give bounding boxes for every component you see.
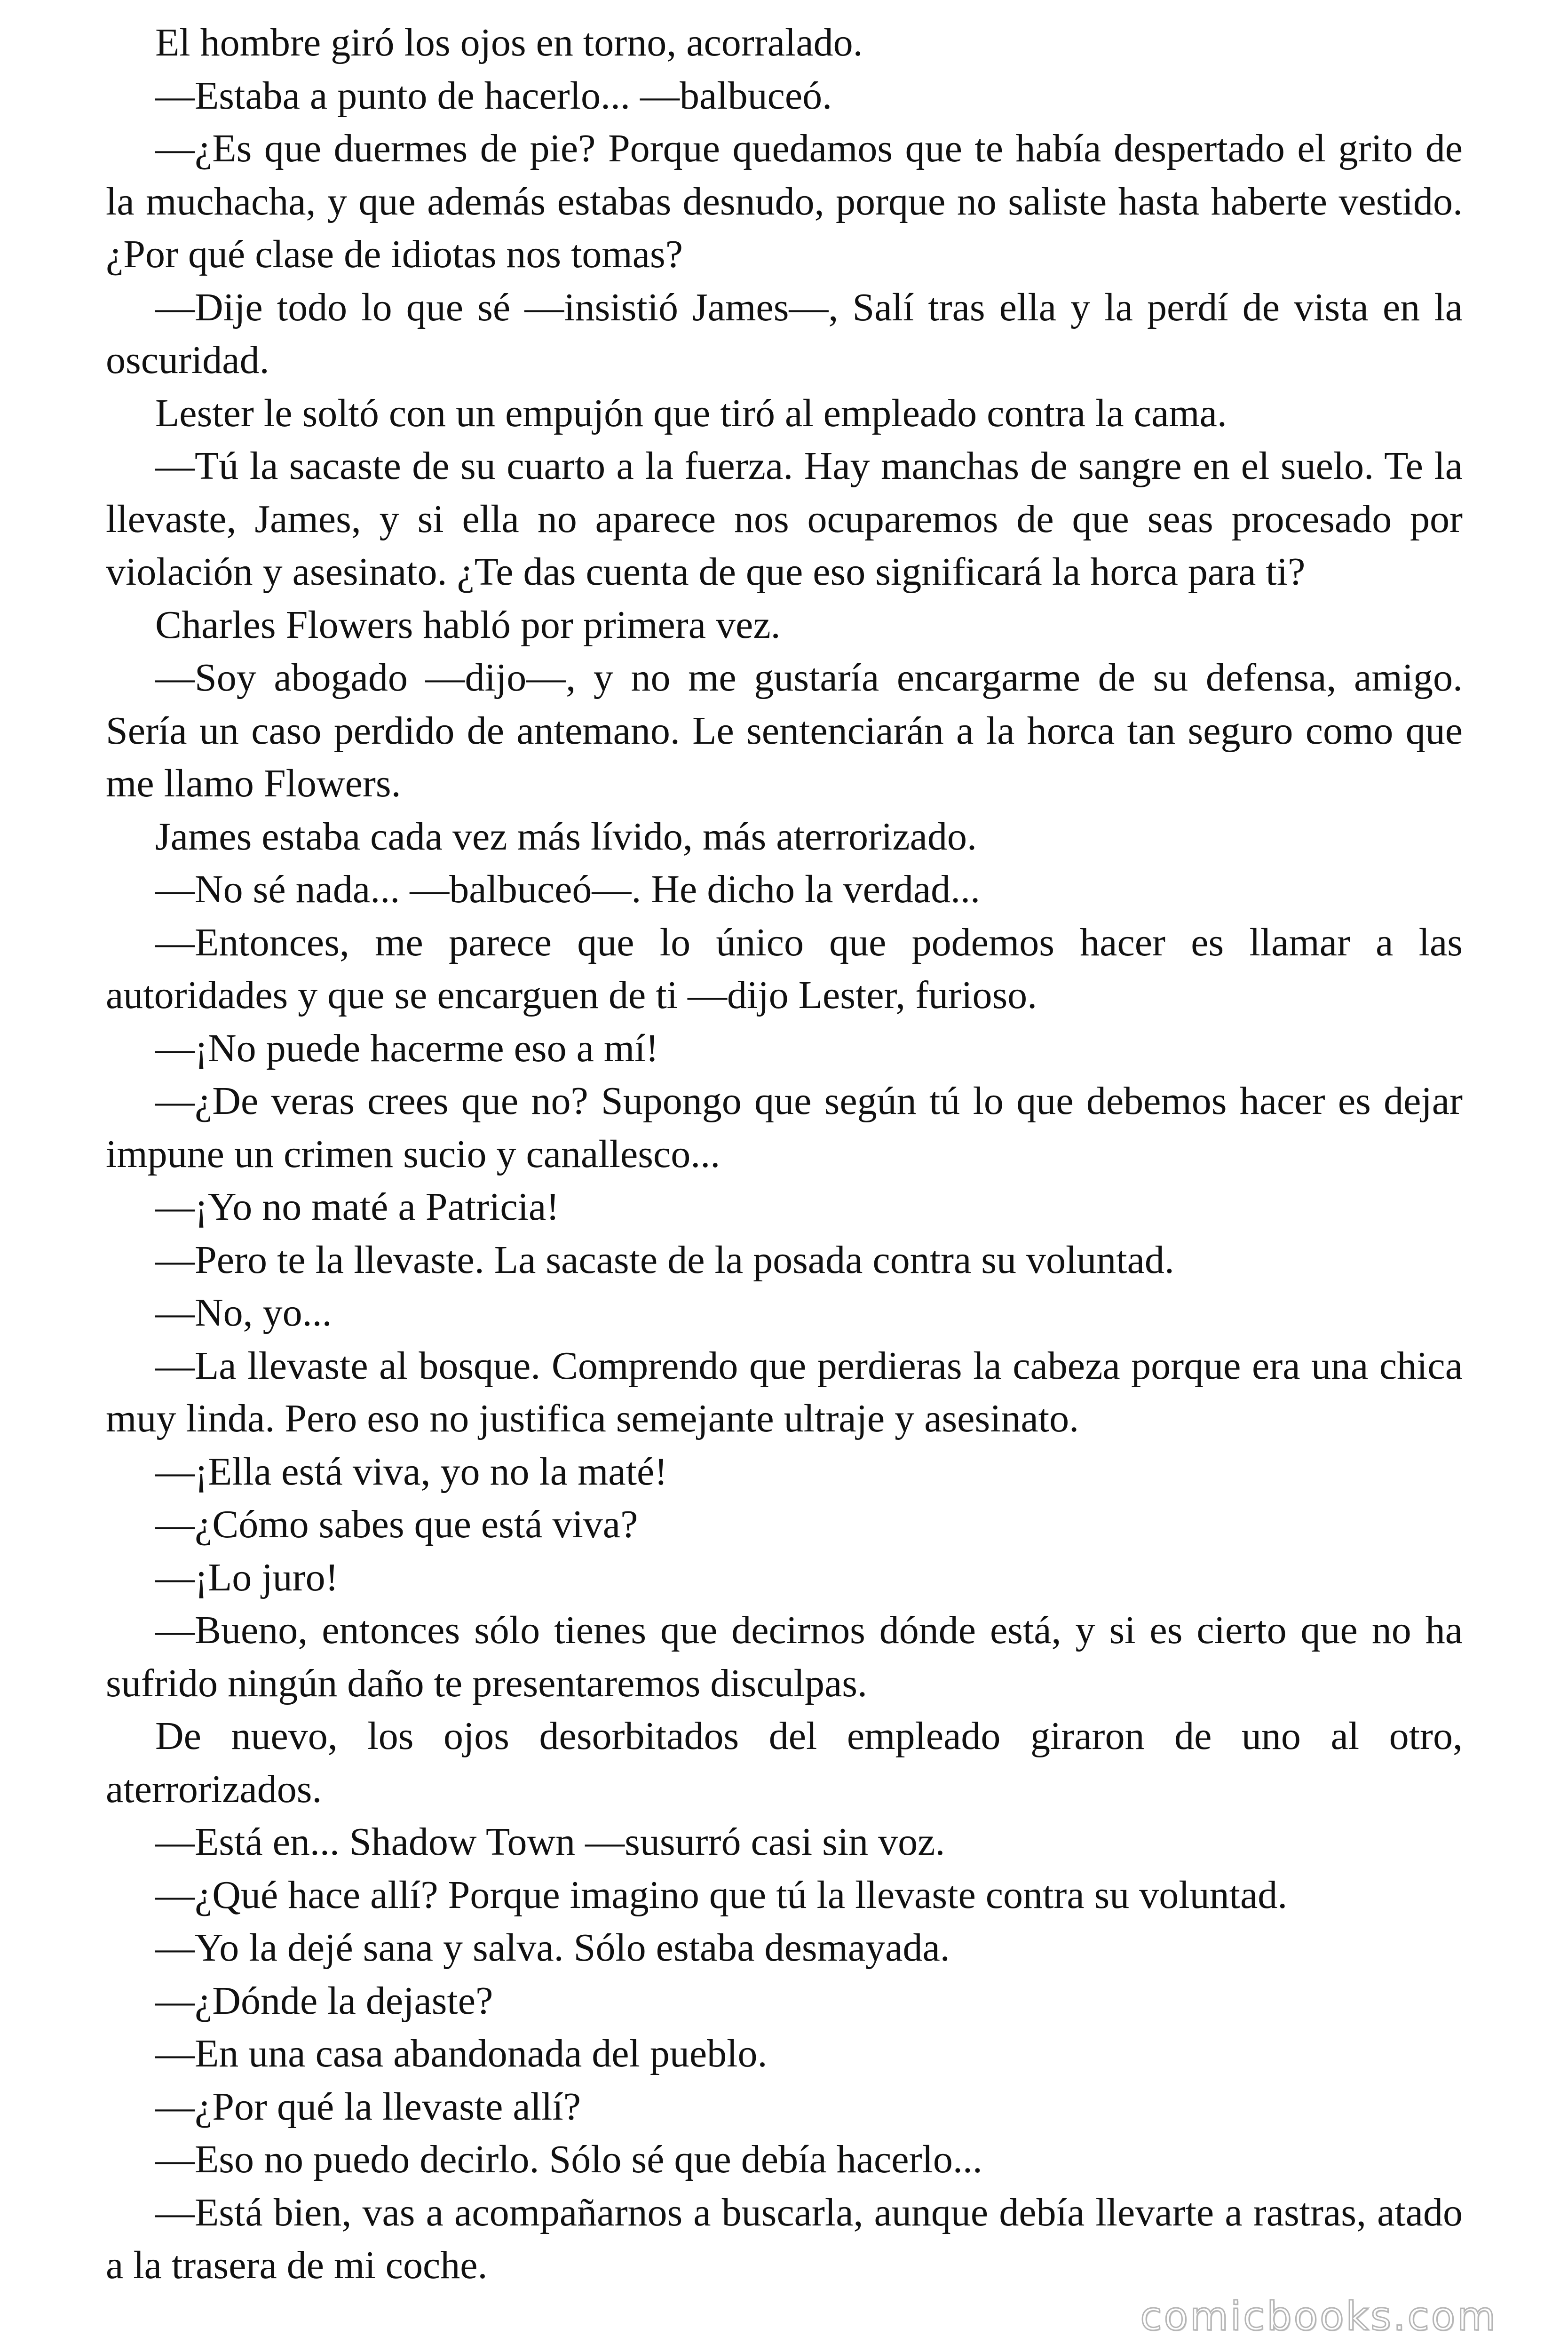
paragraph: —En una casa abandonada del pueblo.	[155, 2032, 768, 2075]
watermark: comicbooks.com	[1140, 2293, 1497, 2339]
paragraph: Lester le soltó con un empujón que tiró al empleado contra la cama.	[155, 391, 1227, 435]
paragraph: —¡Ella está viva, yo no la maté!	[155, 1449, 668, 1494]
paragraph: —No sé nada... —balbuceó—. He dicho la verdad...	[155, 867, 981, 911]
paragraph: —¡Yo no maté a Patricia!	[155, 1185, 560, 1229]
paragraph: —¿Cómo sabes que está viva?	[155, 1502, 638, 1546]
paragraph: —¿Es que duermes de pie? Porque quedamos que te había despertado el grito de la muchacha, y que además estabas desnudo, porque no saliste hasta haberte vestido. ¿Por qué clase de idiotas nos tomas?	[106, 127, 1463, 276]
paragraph: —Yo la dejé sana y salva. Sólo estaba desmayada.	[155, 1926, 950, 1970]
paragraph: —Soy abogado —dijo—, y no me gustaría encargarme de su defensa, amigo. Sería un caso perdido de antemano. Le sentenciarán a la horca tan seguro como que me llamo Flowers.	[106, 656, 1463, 805]
paragraph: —Está en... Shadow Town —susurró casi sin voz.	[155, 1820, 945, 1864]
paragraph: —Entonces, me parece que lo único que podemos hacer es llamar a las autoridades y que se encarguen de ti —dijo Lester, furioso.	[106, 920, 1463, 1017]
page-text	[106, 16, 1463, 2292]
paragraph: —¿Dónde la dejaste?	[155, 1979, 493, 2023]
paragraph: —¿De veras crees que no? Supongo que según tú lo que debemos hacer es dejar impune un crimen sucio y canallesco...	[106, 1079, 1463, 1176]
paragraph: —¿Por qué la llevaste allí?	[155, 2084, 581, 2129]
paragraph: —¡No puede hacerme eso a mí!	[155, 1026, 659, 1070]
paragraph: —Bueno, entonces sólo tienes que decirnos dónde está, y si es cierto que no ha sufrido ningún daño te presentaremos disculpas.	[106, 1608, 1463, 1705]
paragraph: —Dije todo lo que sé —insistió James—, Salí tras ella y la perdí de vista en la oscuridad.	[106, 285, 1463, 382]
paragraph: James estaba cada vez más lívido, más aterrorizado.	[155, 814, 977, 858]
paragraph: —¿Qué hace allí? Porque imagino que tú la llevaste contra su voluntad.	[155, 1873, 1288, 1917]
paragraph: —Está bien, vas a acompañarnos a buscarla, aunque debía llevarte a rastras, atado a la trasera de mi coche.	[106, 2190, 1463, 2287]
paragraph: —No, yo...	[155, 1291, 332, 1335]
paragraph: —¡Lo juro!	[155, 1555, 339, 1599]
paragraph: —Eso no puedo decirlo. Sólo sé que debía hacerlo...	[155, 2137, 982, 2181]
paragraph: De nuevo, los ojos desorbitados del empleado giraron de uno al otro, aterrorizados.	[106, 1714, 1463, 1811]
paragraph: El hombre giró los ojos en torno, acorralado.	[155, 21, 863, 64]
paragraph: —La llevaste al bosque. Comprendo que perdieras la cabeza porque era una chica muy linda. Pero eso no justifica semejante ultraje y asesinato.	[106, 1343, 1463, 1440]
paragraph: —Estaba a punto de hacerlo... —balbuceó.	[155, 73, 832, 118]
paragraph: —Tú la sacaste de su cuarto a la fuerza. Hay manchas de sangre en el suelo. Te la llevaste, James, y si ella no aparece nos ocuparemos de que seas procesado por violación y asesinato. ¿Te das cuenta de que eso significará la horca para ti?	[106, 444, 1463, 594]
paragraph: Charles Flowers habló por primera vez.	[155, 603, 781, 647]
paragraph: —Pero te la llevaste. La sacaste de la posada contra su voluntad.	[155, 1238, 1174, 1282]
